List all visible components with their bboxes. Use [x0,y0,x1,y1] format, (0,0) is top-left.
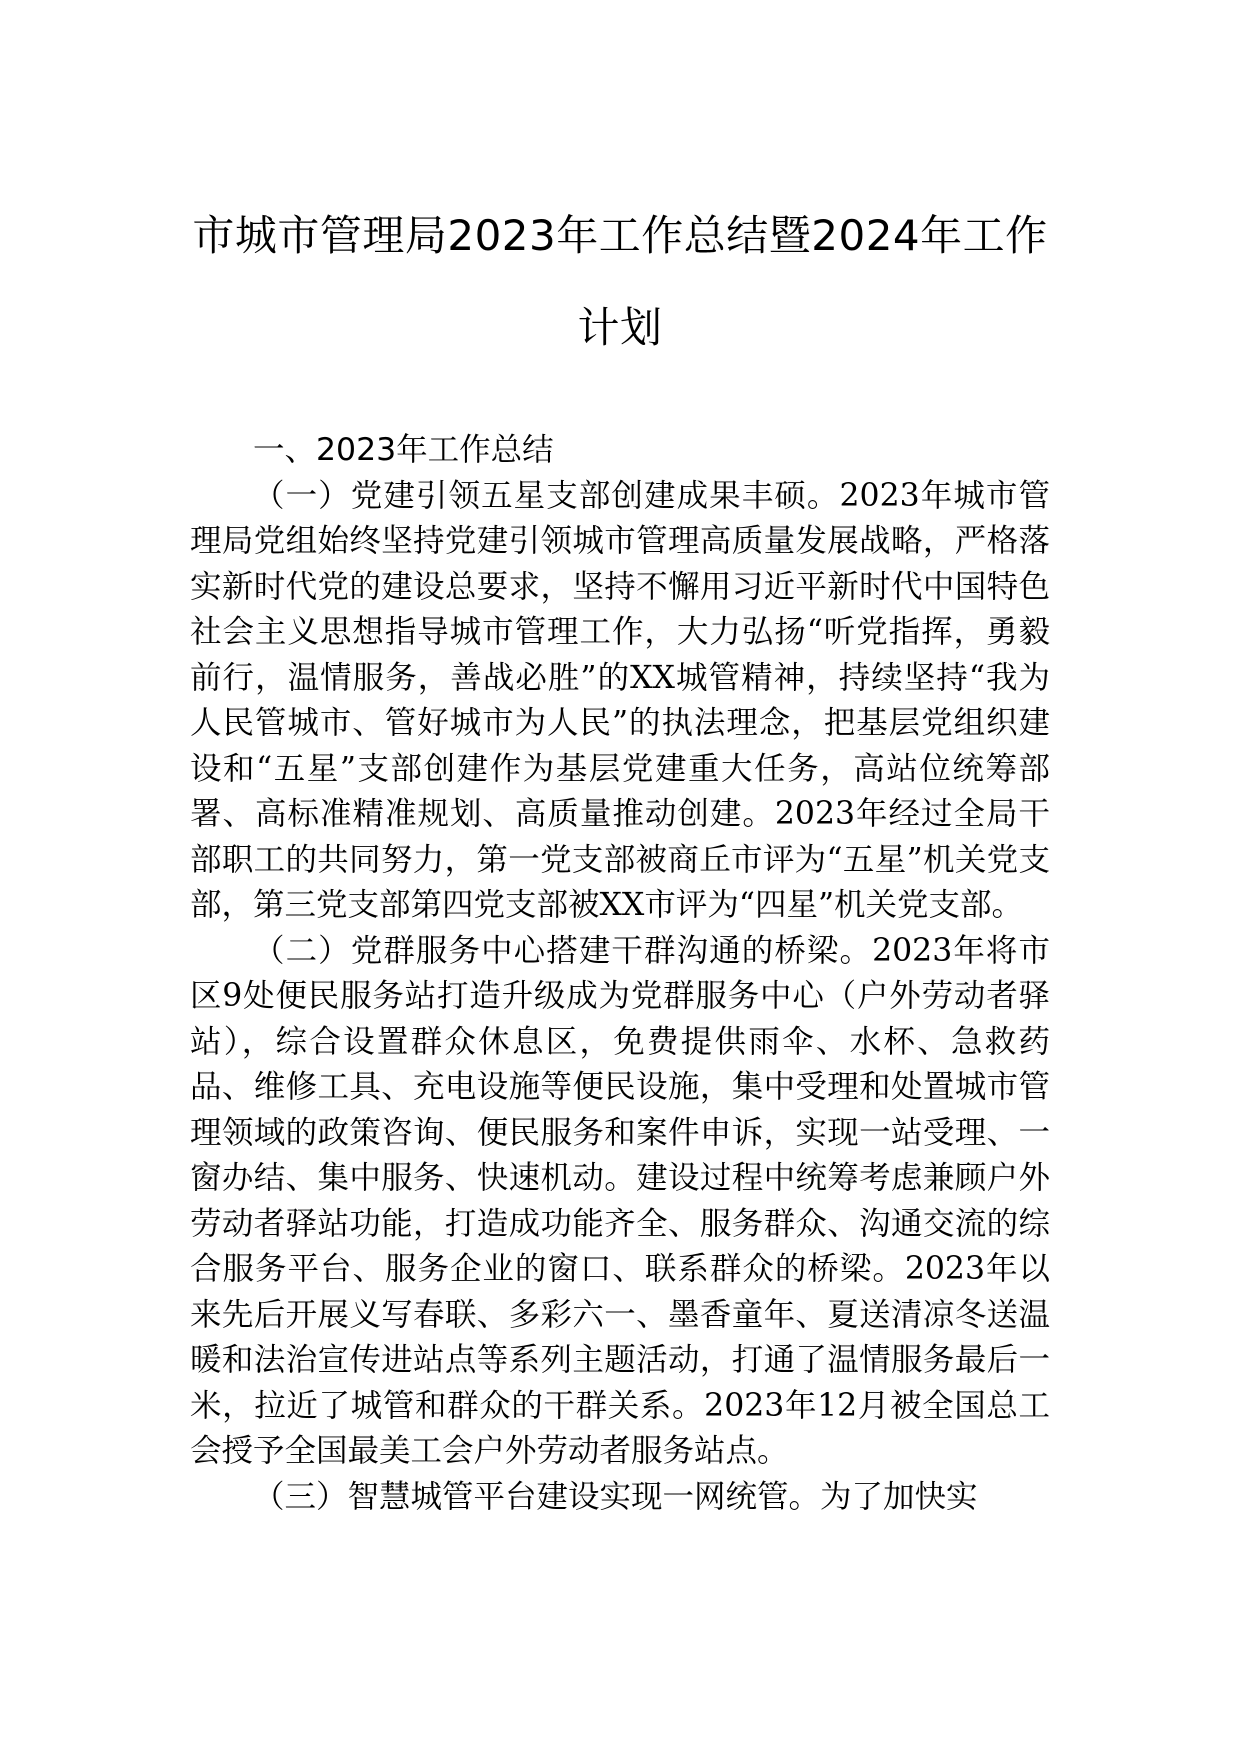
paragraph-2 [190,929,1050,1475]
paragraph-2-heading: （二）党群服务中心搭建干群沟通的桥梁。 [253,932,873,969]
paragraph-2-text: 2023年将市区9处便民服务站打造升级成为党群服务中心（户外劳动者驿站），综合设置群众休息区，免费提供雨伞、水杯、急救药品、维修工具、充电设施等便民设施，集中受理和处置城市管理领域的政策咨询、便民服务和案件申诉，实现一站受理、一窗办结、集中服务、快速机动。建设过程中统筹考虑兼顾户外劳动者驿站功能，打造成功能齐全、服务群众、沟通交流的综合服务平台、服务企业的窗口、联系群众的桥梁。2023年以来先后开展义写春联、多彩六一、墨香童年、夏送清凉冬送温暖和法治宣传进站点等系列主题活动，打通了温情服务最后一米，拉近了城管和群众的干群关系。2023年12月被全国总工会授予全国最美工会户外劳动者服务站点。 [190,932,1050,1469]
paragraph-3 [190,1475,1050,1521]
section-heading: 一、2023年工作总结 [253,432,554,468]
paragraph-1-heading: （一）党建引领五星支部创建成果丰硕。 [253,477,840,514]
paragraph-3-heading: （三）智慧城管平台建设实现一网统管。 [253,1478,821,1515]
paragraph-3-text: 为了加快实 [820,1478,978,1515]
paragraph-1 [190,474,1050,929]
paragraph-1-text: 2023年城市管理局党组始终坚持党建引领城市管理高质量发展战略，严格落实新时代党的建设总要求，坚持不懈用习近平新时代中国特色社会主义思想指导城市管理工作，大力弘扬“听党指挥，勇毅前行，温情服务，善战必胜”的XX城管精神，持续坚持“我为人民管城市、管好城市为人民”的执法理念，把基层党组织建设和“五星”支部创建作为基层党建重大任务，高站位统筹部署、高标准精准规划、高质量推动创建。2023年经过全局干部职工的共同努力，第一党支部被商丘市评为“五星”机关党支部，第三党支部第四党支部被XX市评为“四星”机关党支部。 [190,477,1050,923]
document-title: 市城市管理局2023年工作总结暨2024年工作计划 [192,211,1048,352]
document-body [190,428,1050,1520]
